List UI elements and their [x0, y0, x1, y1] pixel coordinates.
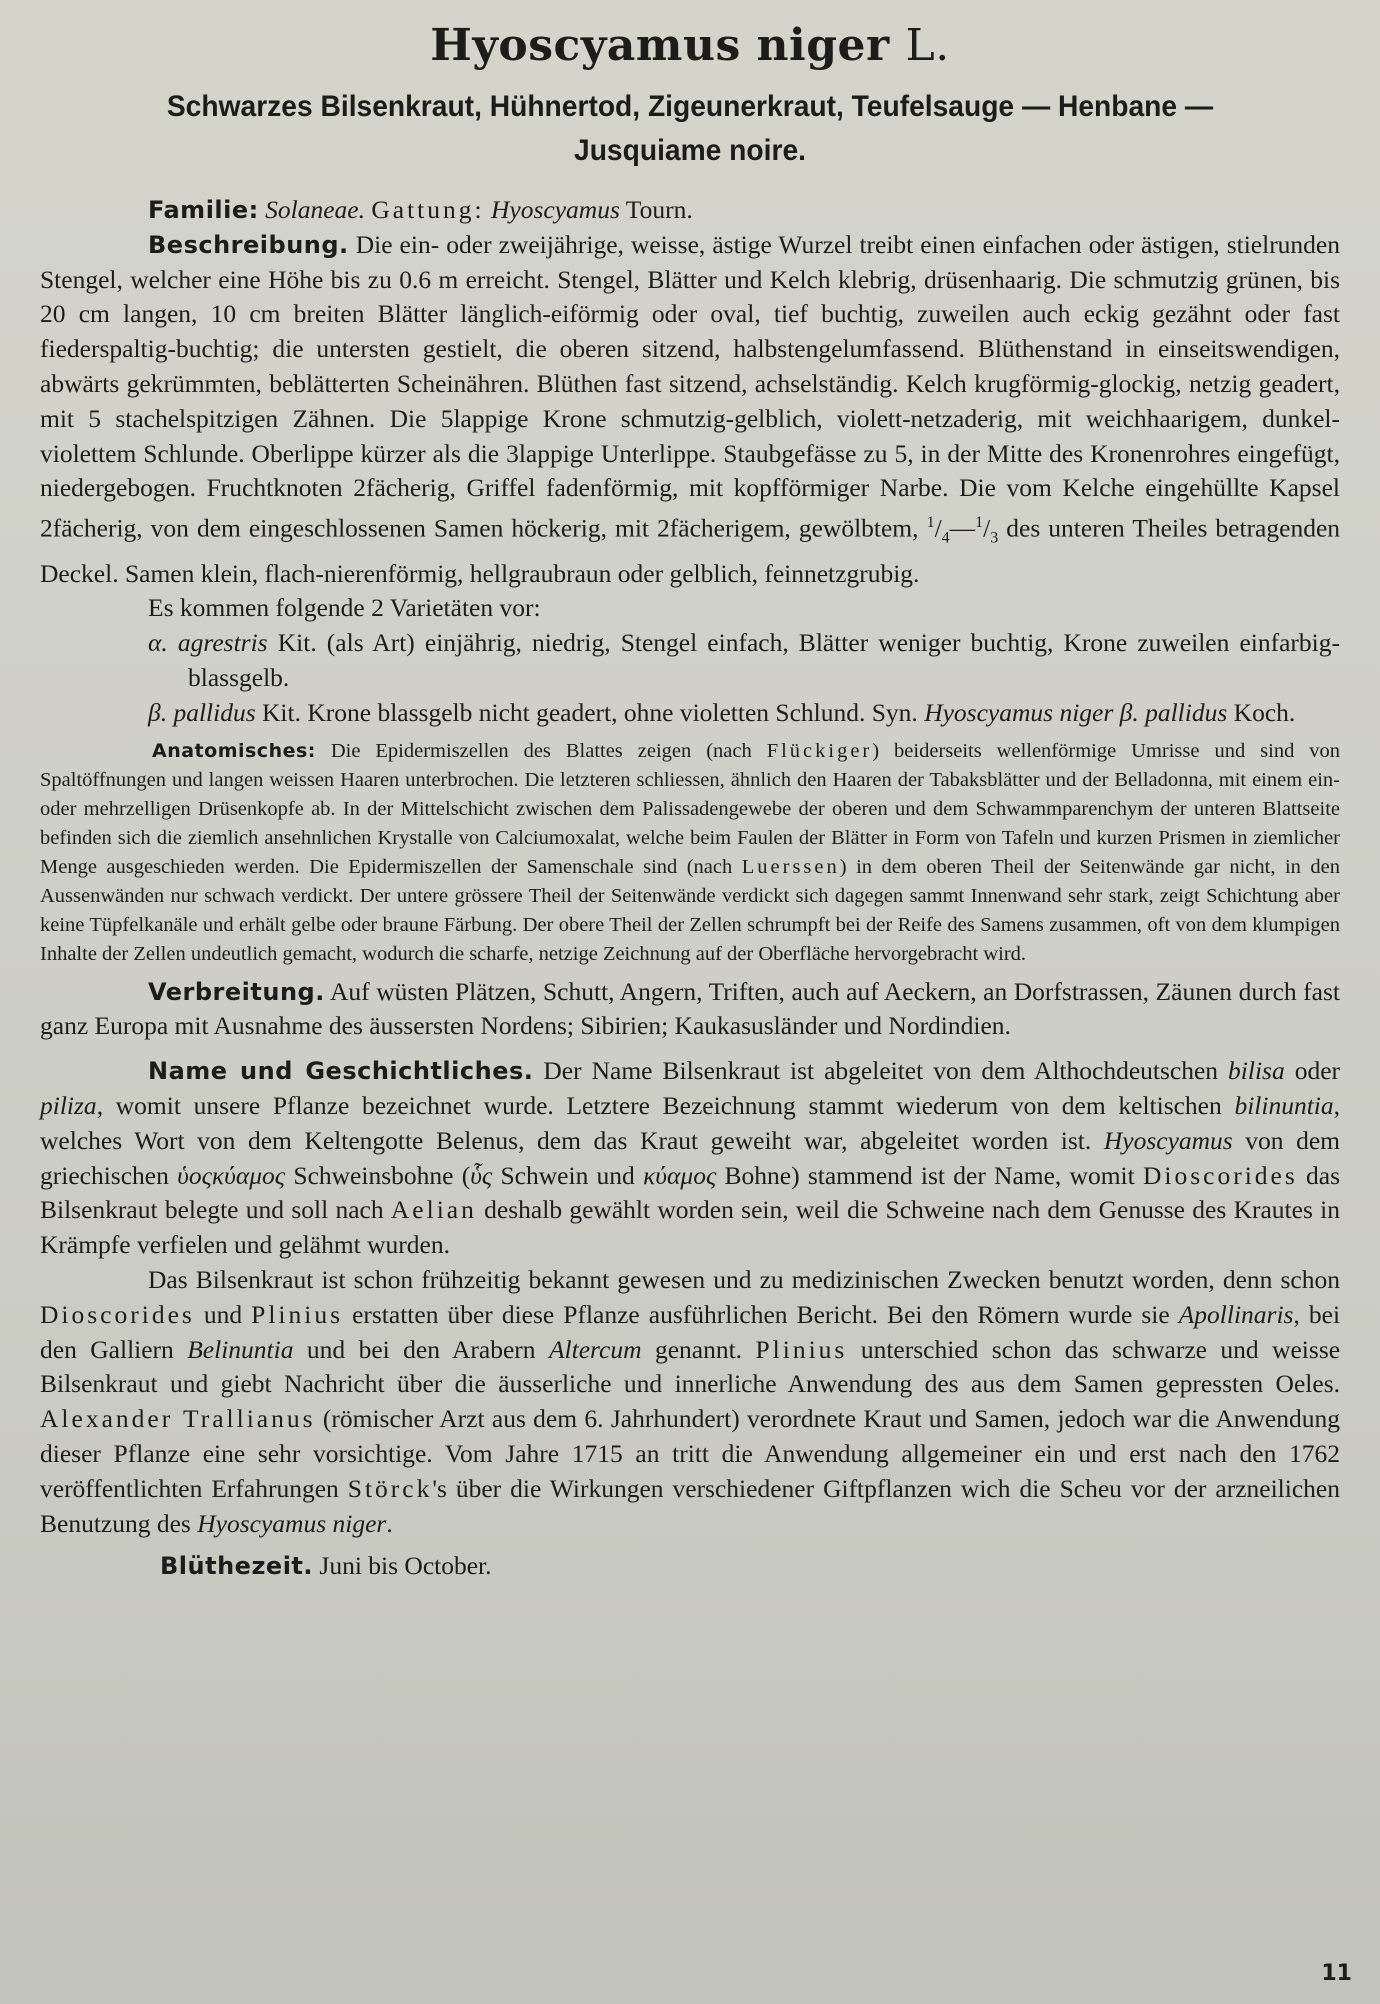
person-name: Plinius	[251, 1299, 344, 1329]
genus-authority: Tourn.	[625, 195, 693, 224]
body-text: , welches Wort von dem Keltengotte Belenus, dem das Kraut geweiht war, abgeleitet worden ist.	[40, 1090, 1341, 1155]
body-text: , womit unsere Pflanze bezeichnet wurde. Letztere Bezeichnung stammt wiederum von dem keltischen	[96, 1090, 1222, 1120]
italic-term: bilisa	[1228, 1056, 1285, 1086]
anatomisches-text: Die Epidermiszellen des Blattes zeigen (nach	[330, 739, 752, 762]
body-text: und	[203, 1299, 243, 1329]
person-name: Störck	[347, 1473, 433, 1503]
species-author: L.	[905, 20, 950, 71]
body-text: und bei den Arabern	[306, 1334, 536, 1364]
body-text: oder	[1294, 1056, 1341, 1086]
person-name: Aelian	[390, 1195, 477, 1225]
common-names: Schwarzes Bilsenkraut, Hühnertod, Zigeunerkraut, Teufelsauge — Henbane — Jusquiame noire.	[166, 90, 1214, 167]
person-name: Plinius	[755, 1334, 848, 1364]
fraction-numerator: 1	[926, 514, 935, 532]
greek-term: κύαμος	[643, 1160, 717, 1190]
bluethezeit-heading: Blüthezeit.	[160, 1552, 314, 1581]
greek-term: ὗς	[470, 1160, 493, 1190]
body-text: erstatten über diese Pflanze ausführlichen Bericht. Bei den Römern wurde sie	[352, 1299, 1170, 1329]
species-name: Hyoscyamus niger	[430, 20, 890, 71]
book-page	[40, 18, 1340, 1988]
variety-text: Kit. (als Art) einjährig, niedrig, Stengel einfach, Blätter weniger buchtig, Krone zuweilen einfarbig-blassgelb.	[188, 628, 1341, 692]
body-text: Der Name Bilsenkraut ist abgeleitet von dem Althochdeutschen	[543, 1056, 1219, 1086]
fraction-dash: —	[949, 513, 976, 543]
verbreitung-text: Auf wüsten Plätzen, Schutt, Angern, Triften, auch auf Aeckern, an Dorfstrassen, Zäunen durch fast ganz Europa mit Ausnahme des äussersten Nordens; Sibirien; Kaukasusländer und Nordindien.	[40, 976, 1341, 1041]
bluethezeit-text: Juni bis October.	[319, 1551, 492, 1581]
anatomisches-paragraph	[40, 737, 1340, 969]
verbreitung-heading: Verbreitung.	[148, 977, 325, 1006]
body-text: Schweinsbohne (	[293, 1160, 471, 1190]
name-geschichte-paragraph	[40, 1054, 1340, 1263]
variety-letter: β.	[148, 697, 168, 727]
italic-term: Apollinaris	[1178, 1299, 1294, 1329]
body-text: Bohne) stammend ist der Name, womit	[724, 1160, 1135, 1190]
family-name: Solaneae.	[265, 195, 365, 224]
variety-letter: α.	[148, 628, 168, 658]
author-name: Flückiger	[766, 739, 873, 762]
body-text: genannt.	[654, 1334, 743, 1364]
bluethezeit-paragraph	[40, 1549, 1340, 1584]
italic-term: Altercum	[548, 1334, 642, 1364]
body-text: Das Bilsenkraut ist schon frühzeitig bekannt gewesen und zu medizinischen Zwecken benutzt worden, denn schon	[148, 1264, 1340, 1294]
variety-name: agrestris	[177, 628, 268, 658]
familie-heading: Familie:	[148, 196, 259, 224]
name-geschichte-heading: Name und Geschichtliches.	[148, 1057, 534, 1086]
body-text: unterschied schon das schwarze und weisse Bilsenkraut und giebt Nachricht über die äusserliche und innerliche Anwendung des aus dem Samen gepressten Oeles.	[40, 1334, 1341, 1399]
variety-name: pallidus	[173, 697, 256, 727]
fraction-denominator: 4	[941, 529, 950, 547]
anatomisches-heading: Anatomisches:	[152, 739, 316, 762]
person-name: Dioscorides	[1142, 1160, 1298, 1190]
verbreitung-paragraph	[40, 975, 1340, 1045]
variety-alpha	[40, 626, 1340, 696]
beschreibung-heading: Beschreibung.	[148, 230, 349, 259]
beschreibung-text-end: des unteren Theiles betragenden Deckel. Samen klein, flach-nierenförmig, hellgraubraun oder gelblich, feinnetzgrubig.	[40, 513, 1341, 588]
italic-term: Hyoscyamus	[1103, 1125, 1233, 1155]
italic-term: Belinuntia	[187, 1334, 294, 1364]
person-name: Dioscorides	[40, 1299, 195, 1329]
page-number: 11	[1321, 1961, 1352, 1986]
beschreibung-text: Die ein- oder zweijährige, weisse, ästige Wurzel treibt einen einfachen oder ästigen, stielrunden Stengel, welcher eine Höhe bis zu 0.6 m erreicht. Stengel, Blätter und Kelch klebrig, drüsenhaarig. Die schmutzig grünen, bis 20 cm langen, 10 cm breiten Blätter länglich-eiförmig oder oval, tief buchtig, zuweilen auch eckig gezähnt oder fast fiederspaltig-buchtig; die untersten gestielt, die oberen sitzend, halbstengelumfassend. Blüthenstand in einseitswendigen, abwärts gekrümmten, beblätterten Scheinähren. Blüthen fast sitzend, achselständig. Kelch krugförmig-glockig, netzig geadert, mit 5 stachelspitzigen Zähnen. Die 5lappige Krone schmutzig-gelblich, violett-netzaderig, mit weichhaarigem, dunkel-violettem Schlunde. Oberlippe kürzer als die 3lappige Unterlippe. Staubgefässe zu 5, in der Mitte des Kronenrohres eingefügt, niedergebogen. Fruchtknoten 2fächerig, Griffel fadenförmig, mit kopfförmiger Narbe. Die vom Kelche eingehüllte Kapsel 2fächerig, von dem eingeschlossenen Samen höckerig, mit 2fächerigem, gewölbtem,	[40, 229, 1341, 543]
body-text: 's über die Wirkungen verschiedener Giftpflanzen wich die Scheu vor der arzneilichen Benutzung des	[40, 1473, 1340, 1538]
author-name: Luerssen	[741, 855, 840, 878]
italic-term: Hyoscyamus niger	[197, 1508, 387, 1538]
person-name: Alexander Trallianus	[40, 1404, 316, 1434]
body-text: das Bilsenkraut belegte und soll nach	[40, 1160, 1341, 1225]
body-text: , bei den Galliern	[40, 1299, 1341, 1364]
variety-text: Kit. Krone blassgelb nicht geadert, ohne violetten Schlund. Syn.	[262, 697, 918, 727]
italic-term: piliza	[40, 1090, 97, 1120]
body-text: (römischer Arzt aus dem 6. Jahrhundert) verordnete Kraut und Samen, jedoch war die Anwendung dieser Pflanze eine sehr vorsichtige. Vom Jahre 1715 an tritt die Anwendung allgemeiner ein und erst nach den 1762 veröffentlichten Erfahrungen	[40, 1404, 1340, 1503]
geschichte-paragraph-2	[40, 1263, 1340, 1541]
body-text: .	[386, 1508, 393, 1538]
page-title	[40, 18, 1340, 71]
fraction-numerator: 1	[975, 514, 984, 532]
italic-term: bilinuntia	[1234, 1090, 1334, 1120]
variety-synonym-author: Koch.	[1233, 697, 1296, 727]
body-text: von dem griechischen	[40, 1125, 1341, 1190]
anatomisches-text: ) beiderseits wellenförmige Umrisse und sind von Spaltöffnungen und langen weissen Haaren unterbrochen. Die letzteren schliessen, ähnlich den Haaren der Tabaksblätter und der Belladonna, mit einem ein- oder mehrzelligen Drüsenkopfe ab. In der Mittelschicht zwischen dem Palissadengewebe der oberen und dem Schwammparenchym der unteren Blattseite befinden sich die ziemlich ansehnlichen Krystalle von Calciumoxalat, welche beim Faulen der Blätter in Form von Tafeln und kurzen Prismen in ziemlicher Menge ausgeschieden werden. Die Epidermiszellen der Samenschale sind (nach	[40, 739, 1341, 878]
variety-synonym: Hyoscyamus niger β. pallidus	[924, 697, 1228, 727]
genus-name: Hyoscyamus	[490, 195, 620, 224]
familie-paragraph	[40, 193, 1340, 228]
fraction-denominator: 3	[990, 529, 999, 547]
body-text: Schwein und	[500, 1160, 635, 1190]
greek-term: ὑοςκύαμος	[177, 1160, 286, 1190]
body-text: deshalb gewählt worden sein, weil die Schweine nach dem Genusse des Krautes in Krämpfe verfielen und gelähmt wurden.	[40, 1195, 1340, 1260]
anatomisches-text: ) in dem oberen Theil der Seitenwände gar nicht, in den Aussenwänden nur schwach verdickt. Der untere grössere Theil der Seitenwände verdickt sich dagegen sammt Innenwand sehr stark, zeigt Schichtung aber keine Tüpfelkanäle und erhält gelbe oder braune Färbung. Der obere Theil der Zellen schrumpft bei der Reife des Samens zusammen, oft von dem klumpigen Inhalte der Zellen undeutlich gemacht, wodurch die scharfe, netzige Zeichnung auf der Oberfläche hervorgebracht wird.	[40, 855, 1340, 965]
gattung-label: Gattung:	[371, 195, 485, 224]
variety-beta	[40, 696, 1340, 731]
beschreibung-paragraph: Beschreibung. Die ein- oder zweijährige, weisse, ästige Wurzel treibt einen einfachen oder ästigen, stielrunden Stengel, welcher eine Höhe bis zu 0.6 m erreicht. Stengel, Blätter und Kelch klebrig, drüsenhaarig. Die schmutzig grünen, bis 20 cm langen, 10 cm breiten Blätter länglich-eiförmig oder oval, tief buchtig, zuweilen auch eckig gezähnt oder fast fiederspaltig-buchtig; die untersten gestielt, die oberen sitzend, halbstengelumfassend. Blüthenstand in einseitswendigen, abwärts gekrümmten, beblätterten Scheinähren. Blüthen fast sitzend, achselständig. Kelch krugförmig-glockig, netzig geadert, mit 5 stachelspitzigen Zähnen. Die 5lappige Krone schmutzig-gelblich, violett-netzaderig, mit weichhaarigem, dunkel-violettem Schlunde. Oberlippe kürzer als die 3lappige Unterlippe. Staubgefässe zu 5, in der Mitte des Kronenrohres eingefügt, niedergebogen. Fruchtknoten 2fächerig, Griffel fadenförmig, mit kopfförmiger Narbe. Die vom Kelche eingehüllte Kapsel 2fächerig, von dem eingeschlossenen Samen höckerig, mit 2fächerigem, gewölbtem, $^1/_4—^1/_3$ des unteren Theiles betragenden Deckel. Samen klein, flach-nierenförmig, hellgraubraun oder gelblich, feinnetzgrubig.	[40, 229, 1341, 588]
varieties-intro: Es kommen folgende 2 Varietäten vor:	[148, 593, 541, 623]
